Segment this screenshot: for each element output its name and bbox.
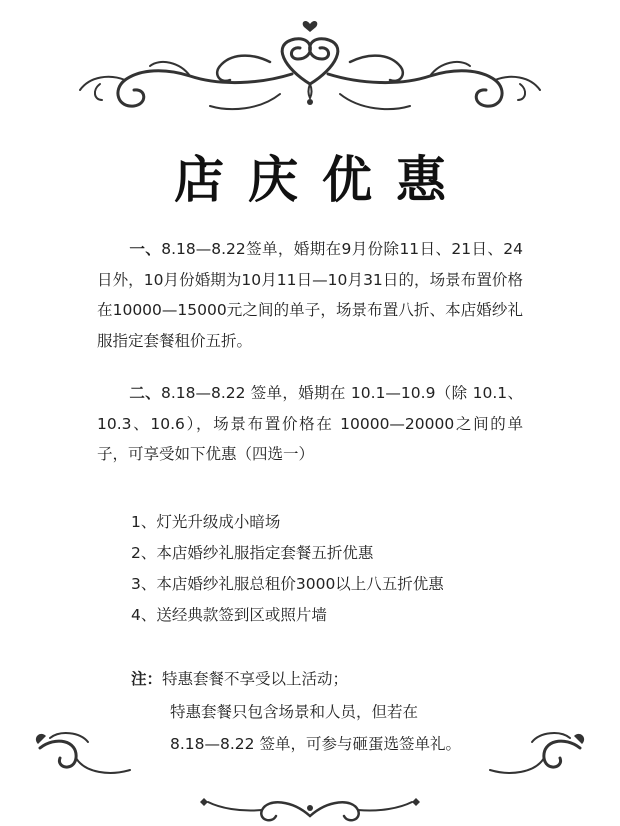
list-item: 4、送经典款签到区或照片墙 <box>131 606 327 624</box>
note-text: 特惠套餐不享受以上活动； <box>162 670 349 688</box>
note-line <box>131 664 348 694</box>
note-line: 8.18—8.22 签单，可参与砸蛋选签单礼。 <box>170 735 461 753</box>
list-item: 2、本店婚纱礼服指定套餐五折优惠 <box>131 544 374 562</box>
top-ornament-icon <box>70 14 550 124</box>
list-item: 1、灯光升级成小暗场 <box>131 513 281 531</box>
section-2-number: 二、 <box>129 384 161 402</box>
note-line: 特惠套餐只包含场景和人员，但若在 <box>170 703 419 721</box>
page-title: 店庆优惠 <box>174 151 470 209</box>
section-1-text: 8.18—8.22签单，婚期在9月份除11日、21日、24日外，10月份婚期为10月11日—10月31日的，场景布置价格在10000—15000元之间的单子，场景布置八折、本店婚纱礼服指定套餐租价五折。 <box>97 240 523 350</box>
note-label: 注： <box>131 670 163 688</box>
bottom-ornament-icon <box>30 728 590 826</box>
section-2-text: 8.18—8.22 签单，婚期在 10.1—10.9（除 10.1、10.3、10.6），场景布置价格在 10000—20000之间的单子，可享受如下优惠（四选一） <box>97 384 523 463</box>
section-1 <box>97 234 523 356</box>
section-2 <box>97 378 523 470</box>
list-item: 3、本店婚纱礼服总租价3000以上八五折优惠 <box>131 575 444 593</box>
section-1-number: 一、 <box>129 240 162 258</box>
